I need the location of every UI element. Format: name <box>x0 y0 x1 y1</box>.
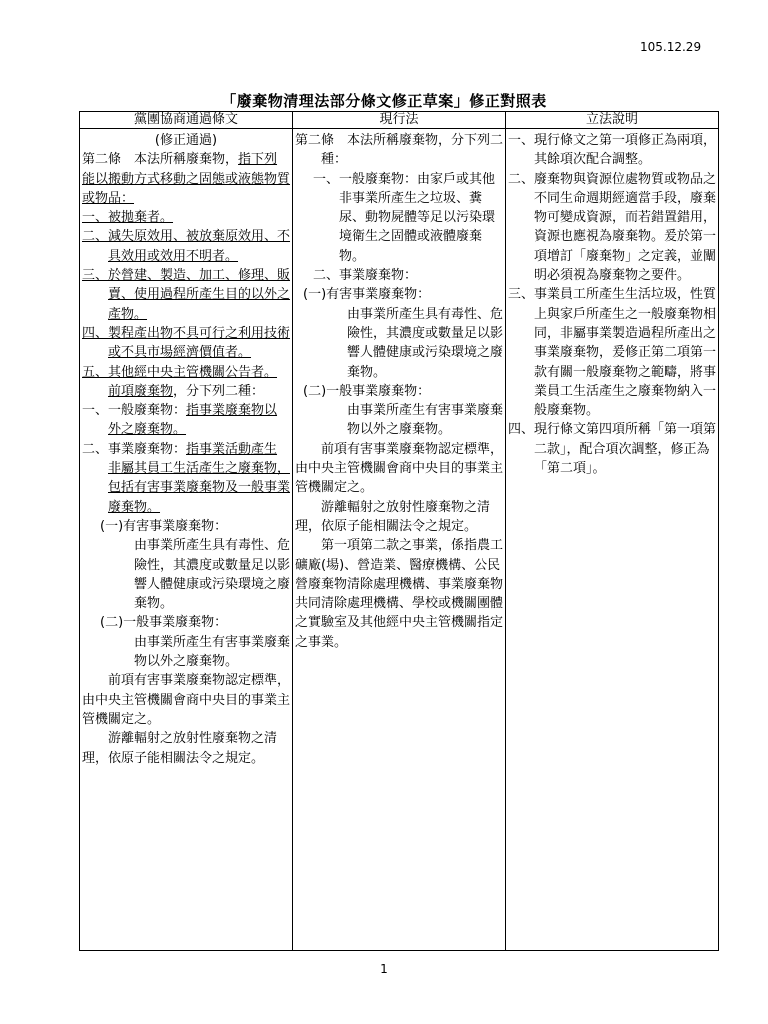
inserted-text: 指事業活動產生非屬其員工生活產生之廢棄物，包括有害事業廢棄物及一般事業廢棄物。 <box>108 441 291 515</box>
cell-explanation <box>506 129 719 951</box>
sub-item-body: 由事業所產生具有毒性、危險性，其濃度或數量足以影響人體健康或污染環境之廢棄物。 <box>347 306 504 380</box>
list-item <box>82 440 290 517</box>
sub-item-heading: (二)一般事業廢棄物： <box>303 383 431 399</box>
article-prefix: 第二條 本法所稱廢棄物， <box>82 152 239 168</box>
table-row <box>80 129 719 951</box>
explanation-item: 三、事業員工所產生生活垃圾，性質上與家戶所產生之一般廢棄物相同，非屬事業製造過程所產出之事業廢棄物，爰修正第二項第一款有關一般廢棄物之範疇，將事業員工生活產生之廢棄物納入一般廢棄物。 <box>508 287 717 419</box>
list-item: 四、製程產出物不具可行之利用技術或不具市場經濟價值者。 <box>82 325 291 361</box>
inserted-text: 指下列能以搬動方式移動之固態或液態物質或物品： <box>82 152 291 206</box>
list-item: 三、於營建、製造、加工、修理、販賣、使用過程所產生目的以外之產物。 <box>82 268 291 322</box>
inserted-text: 指事業廢棄物以外之廢棄物。 <box>108 403 278 438</box>
list-item: 二、事業廢棄物： <box>313 268 418 284</box>
column-header-current: 現行法 <box>293 112 506 129</box>
article-text <box>82 150 290 208</box>
list-item <box>82 401 290 440</box>
list-item: 五、其他經中央主管機關公告者。 <box>82 364 278 380</box>
cell-current-law <box>293 129 506 951</box>
column-header-passed: 黨團協商通過條文 <box>80 112 293 129</box>
sub-item-body: 由事業所產生有害事業廢棄物以外之廢棄物。 <box>347 403 504 438</box>
table-header-row <box>80 112 719 129</box>
paragraph <box>82 382 290 401</box>
sub-item-body: 由事業所產生具有毒性、危險性，其濃度或數量足以影響人體健康或污染環境之廢棄物。 <box>134 538 291 612</box>
list-item: 一、被拋棄者。 <box>82 210 174 226</box>
page-number: 1 <box>380 962 388 976</box>
list-item: 一、一般廢棄物：由家戶或其他非事業所產生之垃圾、糞尿、動物屍體等足以污染環境衛生之固體或液體廢棄物。 <box>313 171 496 264</box>
sub-item-body: 由事業所產生有害事業廢棄物以外之廢棄物。 <box>134 634 291 670</box>
sub-item-heading: (一)有害事業廢棄物： <box>303 287 431 303</box>
paragraph-text: ，分下列二種： <box>173 383 265 399</box>
article-text: 第二條 本法所稱廢棄物，分下列二種： <box>295 133 504 168</box>
document-date: 105.12.29 <box>640 40 702 54</box>
paragraph: 游離輻射之放射性廢棄物之清理，依原子能相關法令之規定。 <box>82 731 278 766</box>
paragraph: 前項有害事業廢棄物認定標準，由中央主管機關會商中央目的事業主管機關定之。 <box>82 673 291 727</box>
explanation-item: 四、現行條文第四項所稱「第一項第二款」，配合項次調整，修正為「第二項」。 <box>508 422 717 477</box>
comparison-table <box>79 111 719 951</box>
list-item: 二、減失原效用、被放棄原效用、不具效用或效用不明者。 <box>82 229 291 264</box>
sub-item-heading: (一)有害事業廢棄物： <box>100 518 228 534</box>
explanation-item: 二、廢棄物與資源位處物質或物品之不同生命週期經適當手段，廢棄物可變成資源，而若錯置錯用，資源也應視為廢棄物。爰於第一項增訂「廢棄物」之定義，並闡明必須視為廢棄物之要件。 <box>508 171 717 284</box>
item-label: 一、一般廢棄物： <box>82 403 187 419</box>
sub-item-heading: (二)一般事業廢棄物： <box>100 615 228 631</box>
cell-passed-text <box>80 129 293 951</box>
paragraph: 游離輻射之放射性廢棄物之清理，依原子能相關法令之規定。 <box>295 499 491 534</box>
column-header-explanation: 立法說明 <box>506 112 719 129</box>
document-title: 「廢棄物清理法部分條文修正草案」修正對照表 <box>221 92 547 110</box>
item-label: 二、事業廢棄物： <box>82 441 187 457</box>
paragraph: 前項有害事業廢棄物認定標準，由中央主管機關會商中央目的事業主管機關定之。 <box>295 441 504 496</box>
status-note: (修正通過) <box>154 133 218 148</box>
explanation-item: 一、現行條文之第一項修正為兩項，其餘項次配合調整。 <box>508 133 717 168</box>
paragraph: 第一項第二款之事業，係指農工礦廠(場)、營造業、醫療機構、公民營廢棄物清除處理機構、事業廢棄物共同清除處理機構、學校或機關團體之實驗室及其他經中央主管機關指定之事業。 <box>295 538 504 650</box>
inserted-text: 前項廢棄物 <box>108 383 174 399</box>
